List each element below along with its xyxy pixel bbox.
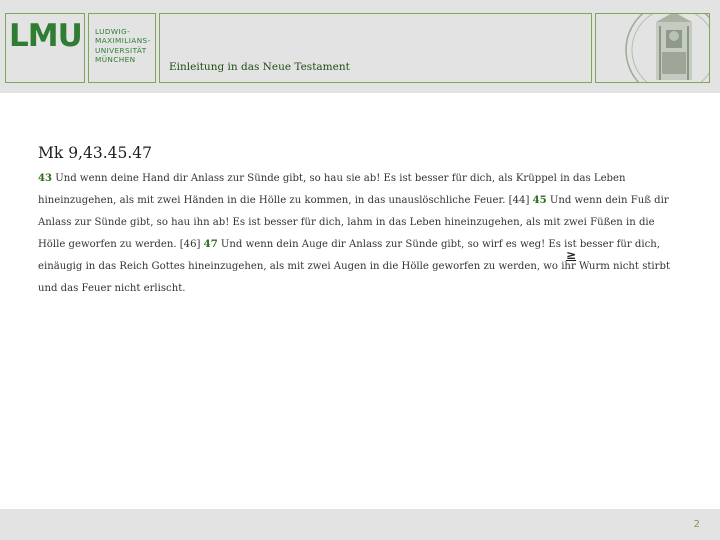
course-title: Einleitung in das Neue Testament [169, 61, 350, 73]
verse-number: 45 [532, 195, 547, 207]
university-line-1: LUDWIG- [95, 27, 131, 36]
lmu-logo: LMU [9, 18, 82, 54]
passage-text [38, 168, 678, 301]
footer-bar [0, 509, 720, 540]
page-number: 2 [693, 519, 700, 530]
university-line-3: UNIVERSITÄT [95, 45, 147, 55]
verse-text: Und wenn deine Hand dir Anlass zur Sünde gibt, so hau sie ab! Es ist besser für dich, als Krüppel in das Leben hineinzugehen, als mit zwei Händen in die Hölle zu kommen, in das unauslöschliche Feuer. [44] [38, 173, 626, 207]
passage-heading: Mk 9,43.45.47 [38, 144, 153, 162]
verse-number: 43 [38, 173, 53, 184]
verse-text: Und wenn dein Auge dir Anlass zur Sünde gibt, so wirf es weg! Es ist besser für dich, einäugig in das Reich Gottes hineinzugehen, als mit zwei Augen in die Hölle geworfen zu werden, wo ihr Wurm nicht stirbt und das Feuer nicht erlischt. [38, 239, 670, 295]
verse-number: 47 [203, 239, 218, 251]
university-seal-box [595, 13, 710, 83]
university-seal-icon [596, 14, 710, 83]
verse-text: Und wenn dein Fuß dir Anlass zur Sünde gibt, so hau ihn ab! Es ist besser für dich, lahm in das Leben hineinzugehen, als mit zwei Füßen in die Hölle geworfen zu werden. [46] [38, 195, 669, 251]
university-name [95, 27, 151, 65]
next-slide-link[interactable]: ≥ [566, 248, 577, 262]
university-line-4: MÜNCHEN [95, 55, 136, 65]
university-line-2: MAXIMILIANS- [95, 36, 151, 46]
header-bar [0, 0, 720, 93]
